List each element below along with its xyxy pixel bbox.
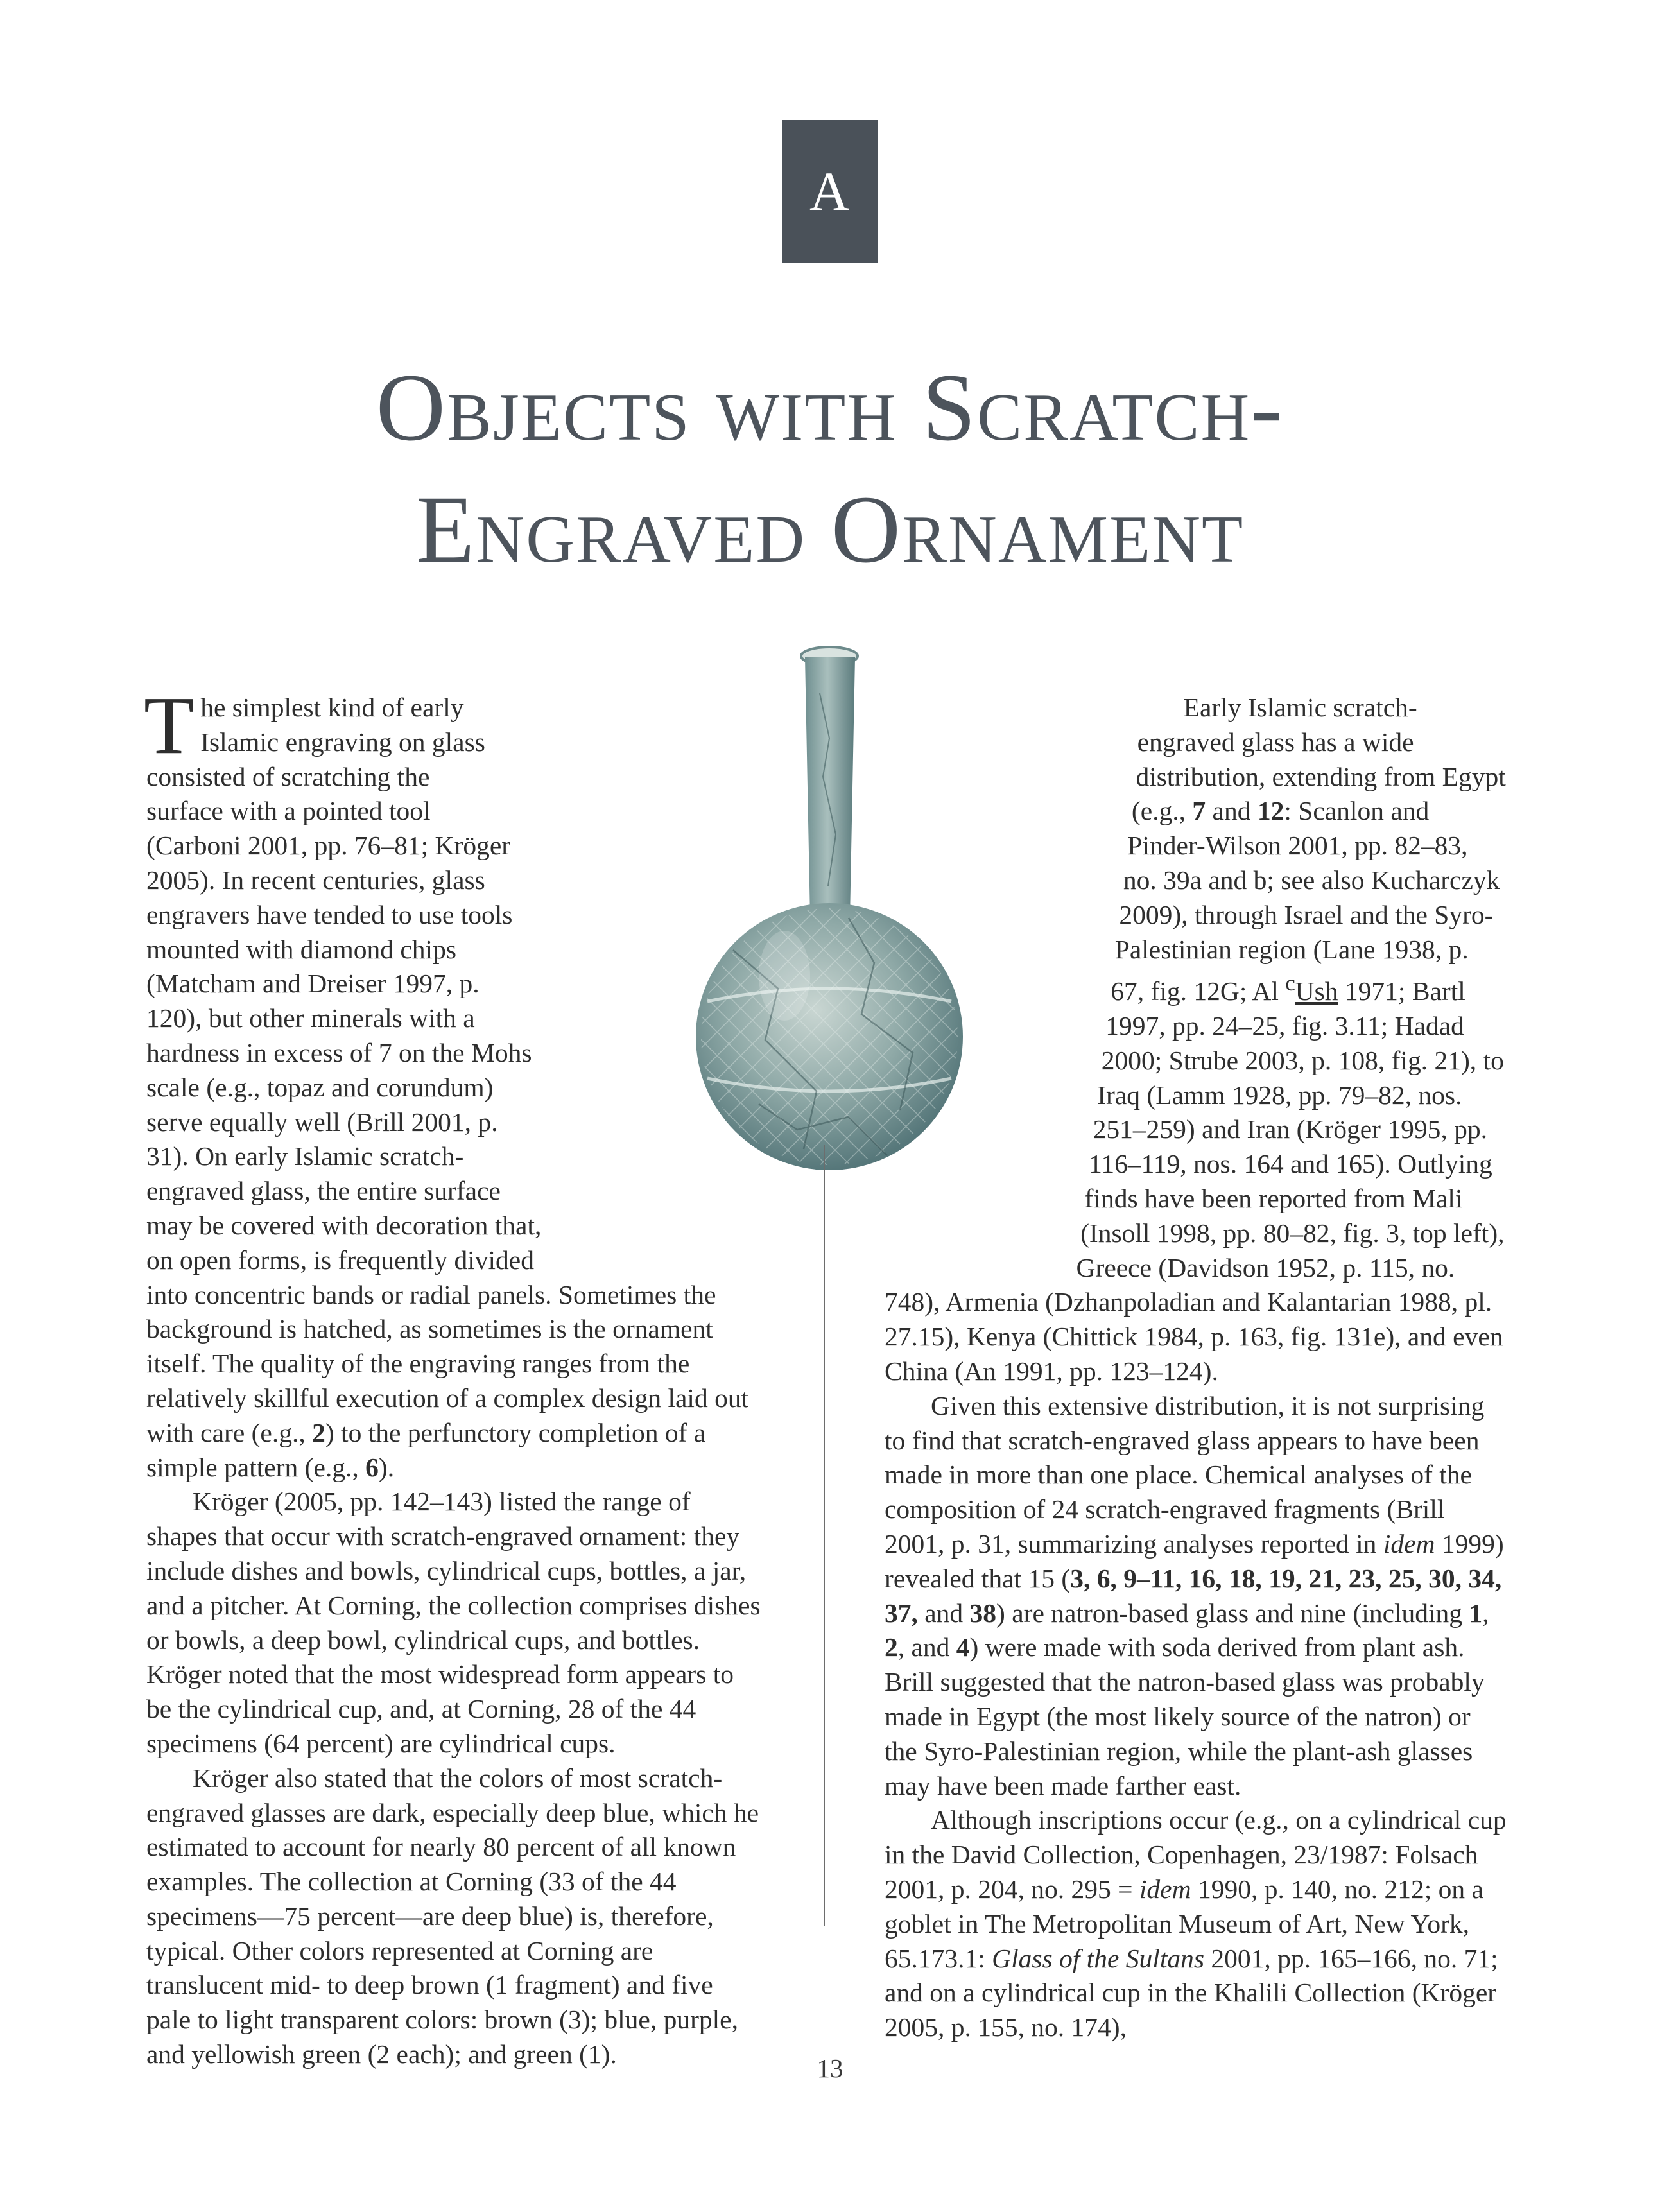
drop-cap: T (144, 680, 195, 771)
right-p3-text-b: 1990, p. 140, no. 212; on a goblet in The Metropolitan Museum of Art, New York, 65.173.1: (885, 1874, 1483, 1973)
right-p2-sep: , (1482, 1598, 1489, 1628)
right-p1-text-c: 1971; Bartl 1997, pp. 24–25, fig. 3.11; Hadad 2000; Strube 2003, p. 108, fig. 21), to Iraq (Lamm 1928, pp. 79–82, nos. 251–259) and Iran (Kröger 1995, pp. 116–119, nos. 164 and 165). Outlying finds have been reported from Mali (Insoll 1998, pp. 80–82, fig. 3, top left), Greece (Davidson 1952, p. 115, no. 748), Armenia (Dzhanpoladian and Kalantarian 1988, pl. 27.15), Kenya (Chittick 1984, p. 163, fig. 131e), and even China (An 1991, pp. 123–124). (885, 976, 1505, 1386)
section-letter-box (782, 120, 878, 263)
title-line-2: Engraved Ornament (415, 476, 1245, 583)
right-p3-text-c: 2001, pp. 165–166, no. 71; and on a cylindrical cup in the Khalili Collection (Kröger 2005, p. 155, no. 174), (885, 1943, 1498, 2043)
idem-italic: idem (1139, 1874, 1191, 1904)
page-title (128, 347, 1532, 591)
idem-italic: idem (1383, 1528, 1435, 1559)
right-p2-text-d: ) are natron-based glass and nine (including (996, 1598, 1469, 1628)
right-p2-conj: and (917, 1598, 970, 1628)
right-p2-text: Given this extensive distribution, it is not surprising to find that scratch-engraved glass appears to have been made in more than one place. Chemical analyses of the composition of 24 scratch-engraved fragments (Brill 2001, p. 31, summarizing analyses reported in (885, 1390, 1485, 1559)
bottle-shine (759, 931, 810, 1021)
catalog-ref: 38 (969, 1598, 997, 1628)
right-p1-conj: and (1206, 796, 1258, 826)
right-p2-text-b: 1999) revealed that 15 ( (885, 1528, 1504, 1593)
catalog-ref: 2 (885, 1632, 898, 1663)
left-paragraph-2: Kröger (2005, pp. 142–143) listed the range of shapes that occur with scratch-engraved ornament: they include dishes and bowls, cylindrical cups, bottles, a jar, and a pitcher. At Corning, the collection comprises dishes or bowls, a deep bowl, cylindrical cups, and bottles. Kröger noted that the most widespread form appears to be the cylindrical cup, and, at Corning, 28 of the 44 specimens (64 percent) are cylindrical cups. (146, 1487, 761, 1758)
right-paragraph-3 (885, 1803, 1507, 2045)
right-p1-text: Early Islamic scratch-engraved glass has a wide distribution, extending from Egypt (e.g., (1131, 693, 1506, 826)
left-p1-text-end: ). (378, 1452, 395, 1482)
catalog-ref: 4 (956, 1632, 970, 1663)
text-wrap-spacer-left (493, 691, 763, 1268)
left-paragraph-3: Kröger also stated that the colors of most scratch-engraved glasses are dark, especially deep blue, which he estimated to account for nearly 80 percent of all known examples. The collection at Corning (33 of the 44 specimens—75 percent—are deep blue) is, therefore, typical. Other colors represented at Corning are translucent mid- to deep brown (1 fragment) and five pale to light transparent colors: brown (3); blue, purple, and yellowish green (2 each); and green (1). (146, 1763, 759, 2069)
right-p2-conj-2: , and (897, 1632, 956, 1663)
catalog-ref: 6 (365, 1452, 379, 1482)
right-p3-text: Although inscriptions occur (e.g., on a cylindrical cup in the David Collection, Copenhagen, 23/1987: Folsach 2001, p. 204, no. 295 = (885, 1805, 1507, 1904)
page-number: 13 (817, 2053, 843, 2083)
ayn-mark: c (1285, 971, 1295, 996)
right-p1-text-b: : Scanlon and Pinder-Wilson 2001, pp. 82–83, no. 39a and b; see also Kucharczyk 2009), through Israel and the Syro-Palestinian region (Lane 1938, p. 67, fig. 12G; Al (1111, 796, 1500, 1007)
section-letter: A (809, 160, 851, 222)
bottle-neck (805, 657, 855, 918)
catalog-ref: 7 (1192, 796, 1206, 826)
catalog-refs: 3, 6, 9–11, 16, 18, 19, 21, 23, 25, 30, 34, 37, (885, 1563, 1502, 1628)
title-line-1: Objects with Scratch- (376, 354, 1284, 461)
column-divider (824, 1145, 825, 1926)
underlined-name: Ush (1295, 976, 1338, 1007)
left-p1-text-mid: ) to the perfunctory completion of a simple pattern (e.g., (146, 1417, 706, 1482)
left-column (144, 680, 763, 2072)
left-p1-text: he simplest kind of early Islamic engraving on glass consisted of scratching the surface with a pointed tool (Carboni 2001, pp. 76–81; Kröger 2005). In recent centuries, glass engravers have tended to use tools mounted with diamond chips (Matcham and Dreiser 1997, p. 120), but other minerals with a hardness in excess of 7 on the Mohs scale (e.g., topaz and corundum) serve equally well (Brill 2001, p. 31). On early Islamic scratch-engraved glass, the entire surface may be covered with decoration that, on open forms, is frequently divided into concentric bands or radial panels. Sometimes the background is hatched, as sometimes is the ornament itself. The quality of the engraving ranges from the relatively skillful execution of a complex design laid out with care (e.g., (146, 693, 749, 1447)
catalog-ref: 2 (312, 1417, 325, 1447)
catalog-ref: 12 (1257, 796, 1284, 826)
right-column (885, 691, 1507, 2045)
book-title-italic: Glass of the Sultans (992, 1943, 1205, 1973)
right-p2-text-g: ) were made with soda derived from plant ash. Brill suggested that the natron-based glass was probably made in Egypt (the most likely source of the natron) or the Syro-Palestinian region, while the plant-ash glasses may have been made farther east. (885, 1632, 1485, 1801)
right-paragraph-2 (885, 1389, 1507, 1804)
catalog-ref: 1 (1469, 1598, 1483, 1628)
